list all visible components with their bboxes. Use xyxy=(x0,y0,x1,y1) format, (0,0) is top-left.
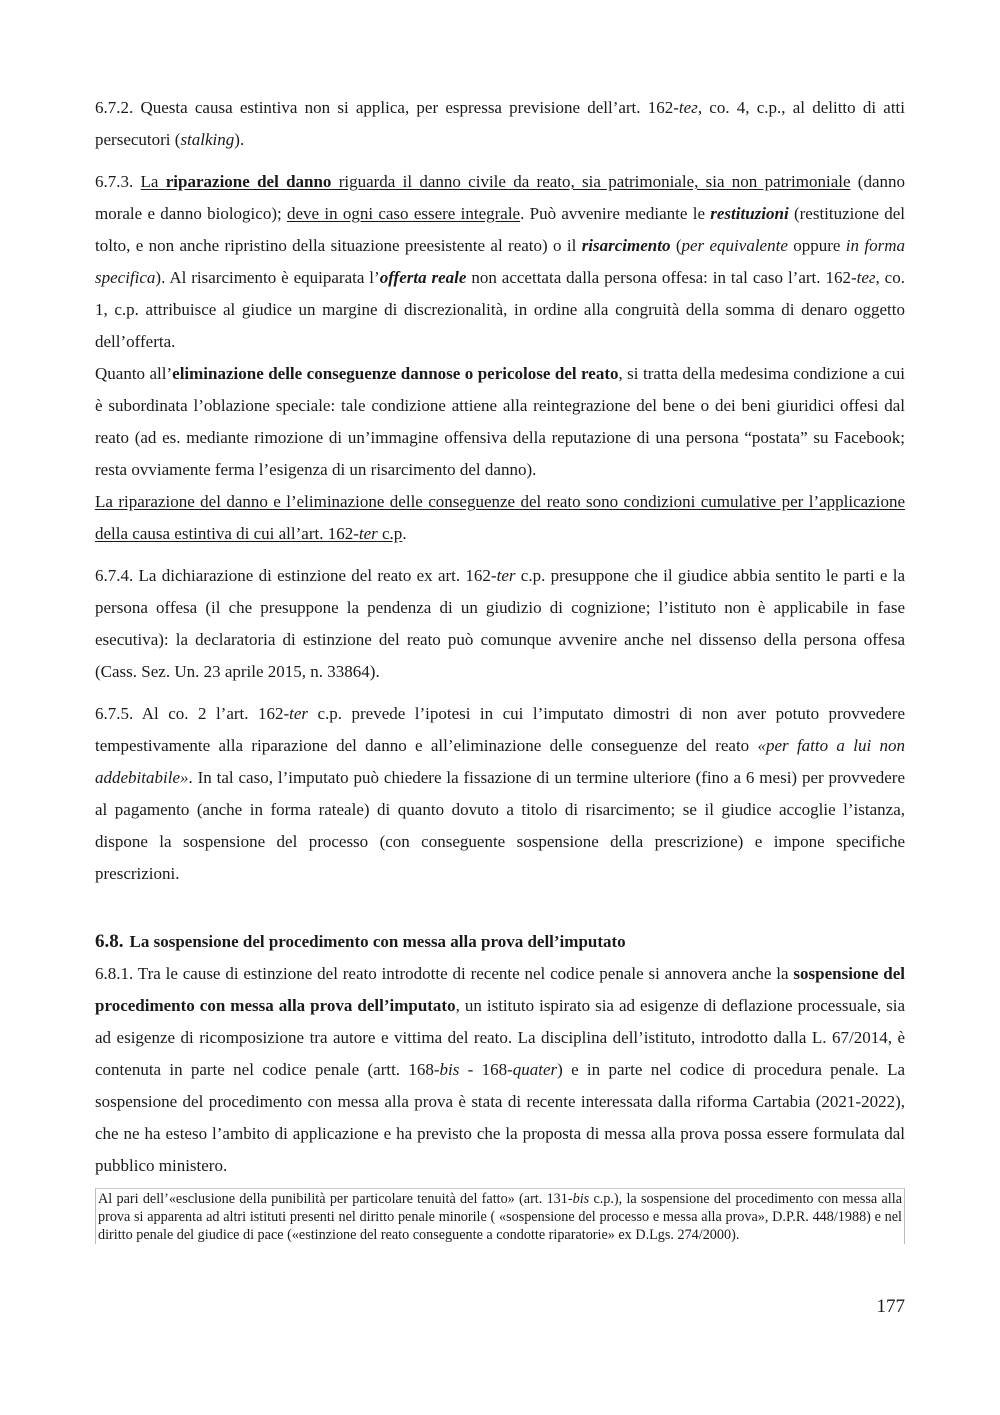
text: 6.7.2. Questa causa estintiva non si applica, per espressa previsione dell’art. 162- xyxy=(95,98,679,117)
text: , co. 4, c.p., al delitto di atti persecutori ( xyxy=(95,98,905,149)
italic-quote: «per fatto a lui non addebitabile» xyxy=(95,736,905,787)
text: 6.7.4. La dichiarazione di estinzione del reato ex art. 162- xyxy=(95,566,497,585)
underlined-text: riguarda il danno civile da reato, sia patrimoniale, sia non patrimoniale xyxy=(331,172,851,191)
paragraph-6-8-1 xyxy=(95,958,905,1182)
italic-text: per equivalente xyxy=(681,236,788,255)
text: (restituzione del tolto, e non anche ripristino della situazione preesistente al reato) o il xyxy=(95,204,905,255)
text: Quanto all’ xyxy=(95,364,173,383)
italic-ter: ter xyxy=(496,566,516,585)
page-body xyxy=(95,92,905,1244)
italic-ter: teг xyxy=(678,98,698,117)
section-heading-6-8 xyxy=(95,926,905,958)
paragraph-6-7-2 xyxy=(95,92,905,156)
bold-italic-term: restituzioni xyxy=(710,204,789,223)
text: ( xyxy=(670,236,682,255)
italic-ter: ter xyxy=(358,524,378,543)
section-title: La sospensione del procedimento con messa alla prova dell’imputato xyxy=(129,932,626,951)
bold-term: eliminazione delle conseguenze dannose o pericolose del reato xyxy=(172,364,619,383)
paragraph-eliminazione xyxy=(95,358,905,486)
text: oppure xyxy=(787,236,846,255)
paragraph-6-7-4 xyxy=(95,560,905,688)
paragraph-6-7-3 xyxy=(95,166,905,358)
text: , co. 1, c.p. attribuisce al giudice un margine di discrezionalità, in ordine alla congruità della somma di denaro oggetto dell’offerta. xyxy=(95,268,905,351)
text: c.p.), la sospensione del procedimento con messa alla prova si apparenta ad altri istituti presenti nel diritto penale minorile ( «sospensione del processo e messa alla prova», D.P.R. 448/1988) e nel diritto penale del giudice di pace («estinzione del reato conseguente a condotte riparatorie» ex D.Lgs. 274/2000). xyxy=(98,1191,902,1243)
underlined-text: La xyxy=(140,172,166,191)
text: 6.7.5. Al co. 2 l’art. 162- xyxy=(95,704,290,723)
italic-text: bis xyxy=(439,1060,460,1079)
text: Al pari dell’«esclusione della punibilità per particolare tenuità del fatto» (art. 131- xyxy=(98,1191,573,1207)
boxed-note xyxy=(95,1188,905,1244)
italic-ter: ter xyxy=(289,704,309,723)
text: 6.8.1. Tra le cause di estinzione del reato introdotte di recente nel codice penale si annovera anche la xyxy=(95,964,794,983)
paragraph-number: 6.7.3. xyxy=(95,172,141,191)
italic-text: in forma specifica xyxy=(95,236,905,287)
text: ) e in parte nel codice di procedura penale. La sospensione del procedimento con messa alla prova è stata di recente interessata dalla riforma Cartabia (2021-2022), che ne ha esteso l’ambito di applicazione e ha previsto che la proposta di messa alla prova possa essere formulata dal pubblico ministero. xyxy=(95,1060,905,1175)
text: c.p. presuppone che il giudice abbia sentito le parti e la persona offesa (il che presuppone la pendenza di un giudizio di cognizione; l’istituto non è applicabile in fase esecutiva): la declaratoria di estinzione del reato può comunque avvenire anche nel dissenso della persona offesa (Cass. Sez. Un. 23 aprile 2015, n. 33864). xyxy=(95,566,905,681)
text: . Può avvenire mediante le xyxy=(520,204,711,223)
italic-text: bis xyxy=(572,1191,590,1207)
italic-ter: teг xyxy=(856,268,876,287)
text: . xyxy=(402,524,407,543)
text: ). Al risarcimento è equiparata l’ xyxy=(155,268,380,287)
italic-text: quater xyxy=(512,1060,558,1079)
bold-italic-term: risarcimento xyxy=(581,236,671,255)
section-number: 6.8. xyxy=(95,931,124,952)
underlined-text: c.p xyxy=(377,524,403,543)
underlined-text: La riparazione del danno e l’eliminazione delle conseguenze del reato sono condizioni cumulative per l’applicazione della causa estintiva di cui all’art. 162- xyxy=(95,492,905,543)
bold-italic-term: offerta reale xyxy=(379,268,467,287)
text: , un istituto ispirato sia ad esigenze di deflazione processuale, sia ad esigenze di ricomposizione tra autore e vittima del reato. La disciplina dell’istituto, introdotto dalla L. 67/2014, è contenuta in parte nel codice penale (artt. 168- xyxy=(95,996,905,1079)
text: , si tratta della medesima condizione a cui è subordinata l’oblazione speciale: tale condizione attiene alla reintegrazione del bene o dei beni giuridici offesi dal reato (ad es. mediante rimozione di un’immagine offensiva della reputazione di una persona “postata” su Facebook; resta ovviamente ferma l’esigenza di un risarcimento del danno). xyxy=(95,364,905,479)
text: . In tal caso, l’imputato può chiedere la fissazione di un termine ulteriore (fino a 6 mesi) per provvedere al pagamento (anche in forma rateale) di quanto dovuto a titolo di risarcimento; se il giudice accoglie l’istanza, dispone la sospensione del processo (con conseguente sospensione della prescrizione) e impone specifiche prescrizioni. xyxy=(95,768,905,883)
text: non accettata dalla persona offesa: in tal caso l’art. 162- xyxy=(466,268,857,287)
paragraph-6-7-5 xyxy=(95,698,905,890)
paragraph-condizioni-cumulative xyxy=(95,486,905,550)
italic-stalking: stalking xyxy=(180,130,235,149)
text: (danno morale e danno biologico); xyxy=(95,172,906,223)
underlined-text: deve in ogni caso essere integrale xyxy=(286,204,521,223)
page-number: 177 xyxy=(876,1296,905,1317)
text: - 168- xyxy=(459,1060,513,1079)
text: ). xyxy=(234,130,245,149)
bold-underlined-term: riparazione del danno xyxy=(165,172,332,191)
text: c.p. prevede l’ipotesi in cui l’imputato dimostri di non aver potuto provvedere tempestivamente alla riparazione del danno e all’eliminazione delle conseguenze del reato xyxy=(95,704,905,755)
bold-term: sospensione del procedimento con messa alla prova dell’imputato xyxy=(95,964,905,1015)
